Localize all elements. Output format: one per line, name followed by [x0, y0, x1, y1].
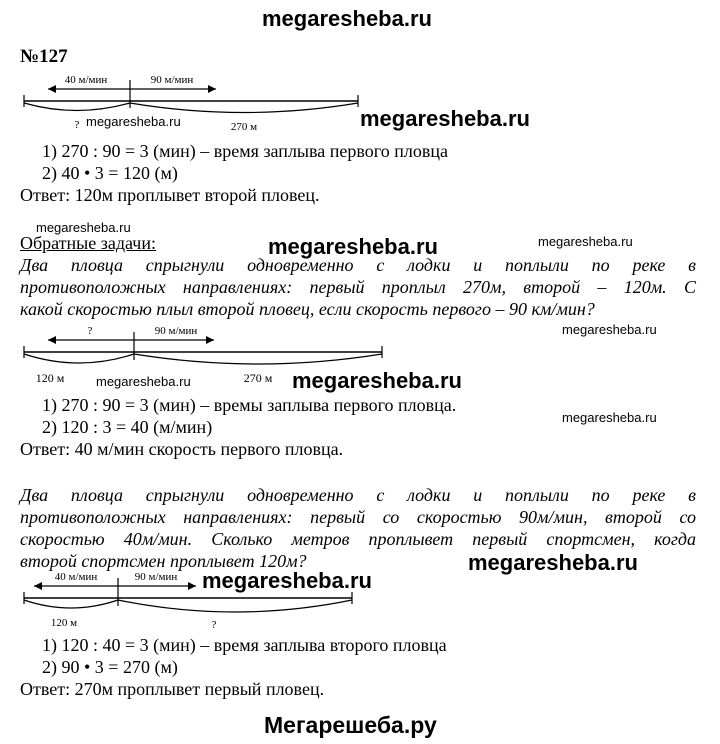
watermark-small: megaresheba.ru: [86, 114, 181, 129]
part3-step-2: 2) 90 • 3 = 270 (м): [42, 657, 178, 677]
part2-step-1: 1) 270 : 90 = 3 (мин) – времы заплыва первого пловца.: [42, 395, 457, 415]
inverse-heading: Обратные задачи:: [20, 233, 156, 253]
watermark-large: megaresheba.ru: [268, 234, 438, 259]
part3-line-3: скоростью 40м/мин. Сколько метров проплывет первый спортсмен, когда: [20, 529, 696, 549]
diagram-1-brace-left: [24, 103, 130, 111]
part1-step-1: 1) 270 : 90 = 3 (мин) – время заплыва первого пловца: [42, 141, 448, 161]
diagram-2-dist-right: 270 м: [243, 371, 273, 385]
watermark-large: megaresheba.ru: [360, 106, 530, 131]
diagram-1-speed-left: 40 м/мин: [64, 74, 108, 86]
watermark-small: megaresheba.ru: [562, 322, 657, 337]
diagram-3-dist-right: ?: [211, 619, 217, 631]
diagram-1-dist-left: ?: [74, 119, 80, 131]
footer-watermark: Мегарешеба.ру: [264, 712, 437, 738]
diagram-3-dist-left: 120 м: [50, 617, 78, 629]
diagram-2-dist-left: 120 м: [35, 371, 65, 385]
diagram-2-speed-left: ?: [87, 325, 93, 337]
diagram-3-arrow-left-head: [34, 582, 42, 590]
part1-answer: Ответ: 120м проплывет второй пловец.: [20, 185, 320, 205]
problem-number: №127: [20, 46, 68, 67]
diagram-1-arrow-left-head: [48, 85, 56, 93]
watermark-small: megaresheba.ru: [36, 220, 131, 235]
part2-step-2: 2) 120 : 3 = 40 (м/мин): [42, 417, 213, 437]
watermark-large: megaresheba.ru: [202, 568, 372, 593]
diagram-3-speed-left: 40 м/мин: [54, 571, 98, 583]
watermark-large: megaresheba.ru: [468, 550, 638, 575]
part2-line-2: противоположных направлениях: первый проплыл 270м, второй – 120м. С: [20, 277, 696, 297]
watermark-small: megaresheba.ru: [538, 234, 633, 249]
diagram-3-speed-right: 90 м/мин: [134, 571, 178, 583]
part3-line-4: второй спортсмен проплывет 120м?: [20, 551, 307, 571]
watermark-small: megaresheba.ru: [96, 374, 191, 389]
diagram-3-arrow-right-head: [188, 582, 196, 590]
part3-line-1: Два пловца спрыгнули одновременно с лодки и поплыли по реке в: [20, 485, 696, 505]
diagram-3-brace-right: [118, 600, 352, 612]
diagram-3-brace-left: [24, 600, 118, 608]
watermark-small: megaresheba.ru: [562, 410, 657, 425]
part2-line-3: какой скоростью плыл второй пловец, если скорость первого – 90 км/мин?: [20, 299, 595, 319]
diagram-1-dist-right: 270 м: [230, 121, 258, 132]
part1-step-2: 2) 40 • 3 = 120 (м): [42, 163, 178, 183]
part2-line-1: Два пловца спрыгнули одновременно с лодки и поплыли по реке в: [20, 255, 696, 275]
diagram-1-arrow-right-head: [208, 85, 216, 93]
diagram-1-speed-right: 90 м/мин: [150, 74, 194, 86]
diagram-2-speed-right: 90 м/мин: [154, 325, 198, 337]
part2-answer: Ответ: 40 м/мин скорость первого пловца.: [20, 439, 344, 459]
watermark-large: megaresheba.ru: [292, 368, 462, 393]
diagram-2-brace-right: [134, 354, 382, 364]
diagram-2-brace-left: [24, 354, 134, 363]
diagram-2-arrow-right-head: [206, 336, 214, 344]
diagram-2-arrow-left-head: [48, 336, 56, 344]
part3-step-1: 1) 120 : 40 = 3 (мин) – время заплыва второго пловца: [42, 635, 447, 655]
header-watermark: megaresheba.ru: [262, 6, 432, 31]
part3-line-2: противоположных направлениях: первый со скоростью 90м/мин, второй со: [20, 507, 696, 527]
part3-answer: Ответ: 270м проплывет первый пловец.: [20, 679, 325, 699]
diagram-1: [0, 66, 380, 132]
diagram-1-brace-right: [130, 103, 358, 113]
